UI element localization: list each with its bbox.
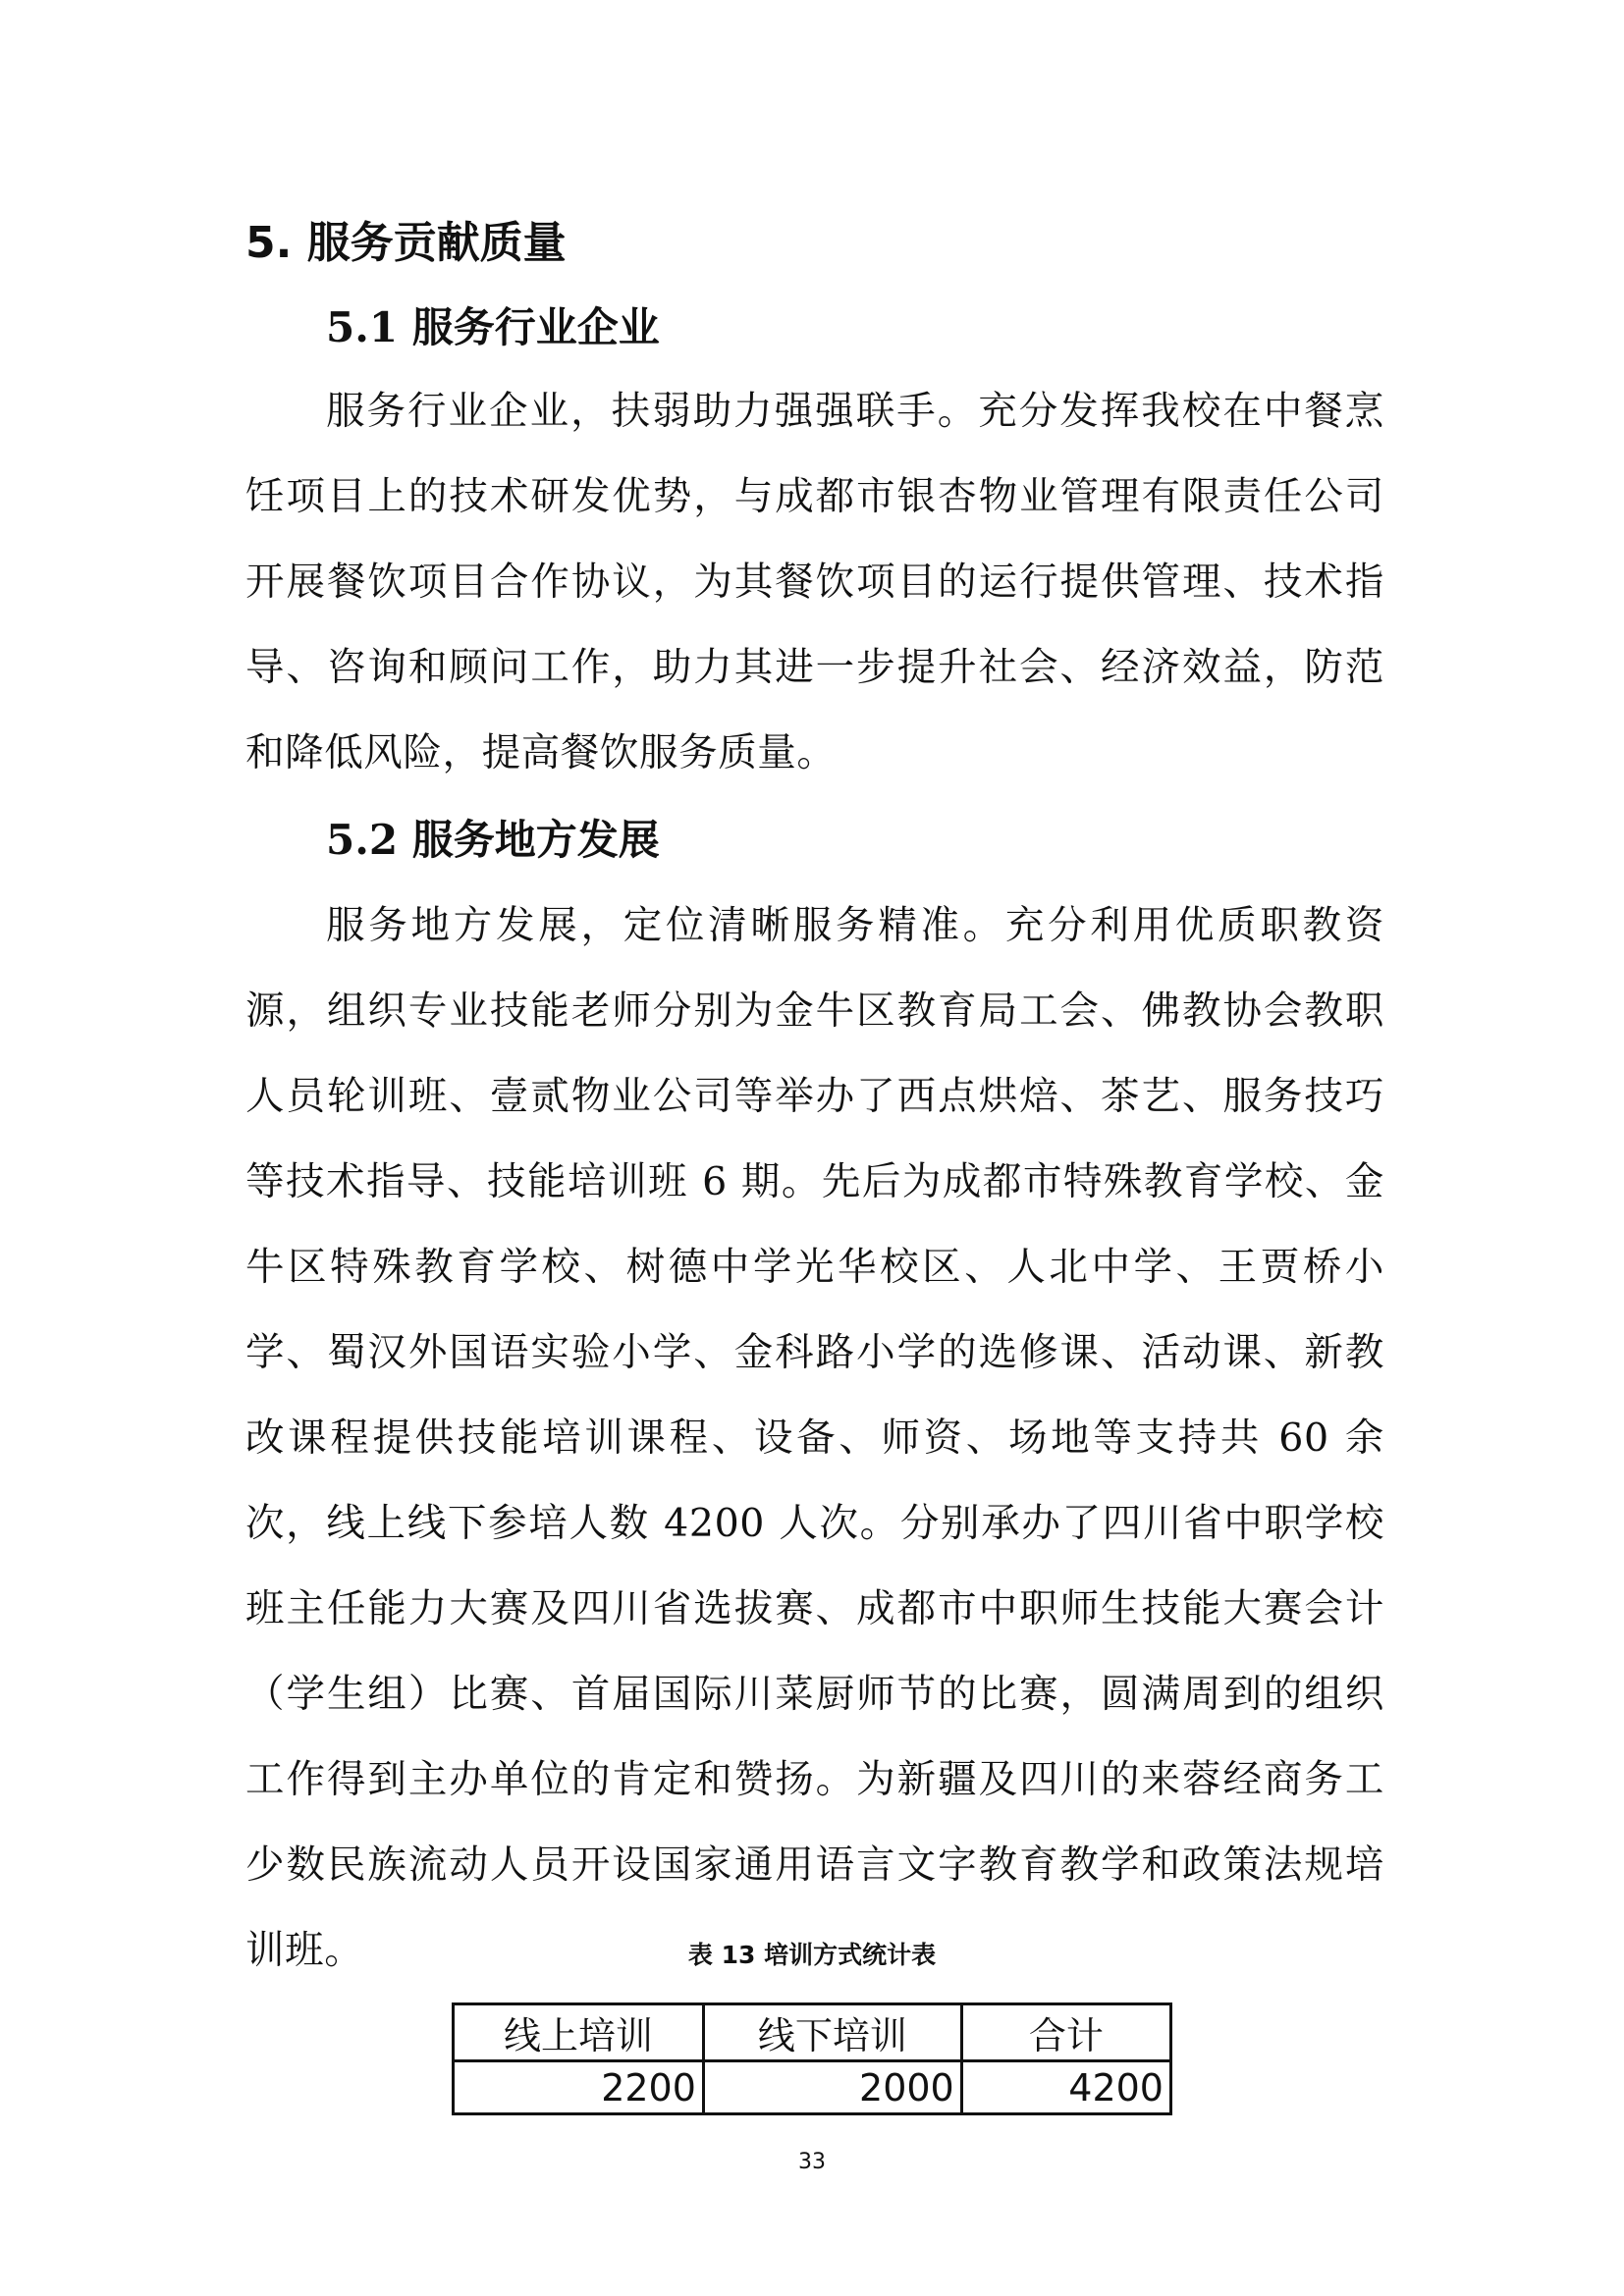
table-header-row [454,2004,1171,2061]
cell-total-count: 4200 [961,2061,1170,2114]
cell-offline-count: 2000 [703,2061,961,2114]
paragraph-5-1: 服务行业企业，扶弱助力强强联手。充分发挥我校在中餐烹饪项目上的技术研发优势，与成都市银杏物业管理有限责任公司开展餐饮项目合作协议，为其餐饮项目的运行提供管理、技术指导、咨询和顾问工作，助力其进一步提升社会、经济效益，防范和降低风险，提高餐饮服务质量。 [245,389,1384,775]
header-online-training: 线上培训 [454,2004,704,2061]
cell-online-count: 2200 [454,2061,704,2114]
header-offline-training: 线下培训 [703,2004,961,2061]
header-total: 合计 [961,2004,1170,2061]
table-row [454,2061,1171,2114]
subsection-heading-5-2: 5.2 服务地方发展 [326,816,660,864]
section-heading: 5. 服务贡献质量 [245,218,567,268]
table-caption: 表 13 培训方式统计表 [687,1941,937,1969]
training-stats-table [452,2002,1172,2115]
paragraph-5-2: 服务地方发展，定位清晰服务精准。充分利用优质职教资源，组织专业技能老师分别为金牛区教育局工会、佛教协会教职人员轮训班、壹贰物业公司等举办了西点烘焙、茶艺、服务技巧等技术指导、技能培训班 6 期。先后为成都市特殊教育学校、金牛区特殊教育学校、树德中学光华校区、人北中学、王贾桥小学、蜀汉外国语实验小学、金科路小学的选修课、活动课、新教改课程提供技能培训课程、设备、师资、场地等支持共 60 余次，线上线下参培人数 4200 人次。分别承办了四川省中职学校班主任能力大赛及四川省选拔赛、成都市中职师生技能大赛会计（学生组）比赛、首届国际川菜厨师节的比赛，圆满周到的组织工作得到主办单位的肯定和赞扬。为新疆及四川的来蓉经商务工少数民族流动人员开设国家通用语言文字教育教学和政策法规培训班。 [245,903,1384,1973]
page-number: 33 [798,2150,826,2174]
subsection-heading-5-1: 5.1 服务行业企业 [326,303,660,351]
